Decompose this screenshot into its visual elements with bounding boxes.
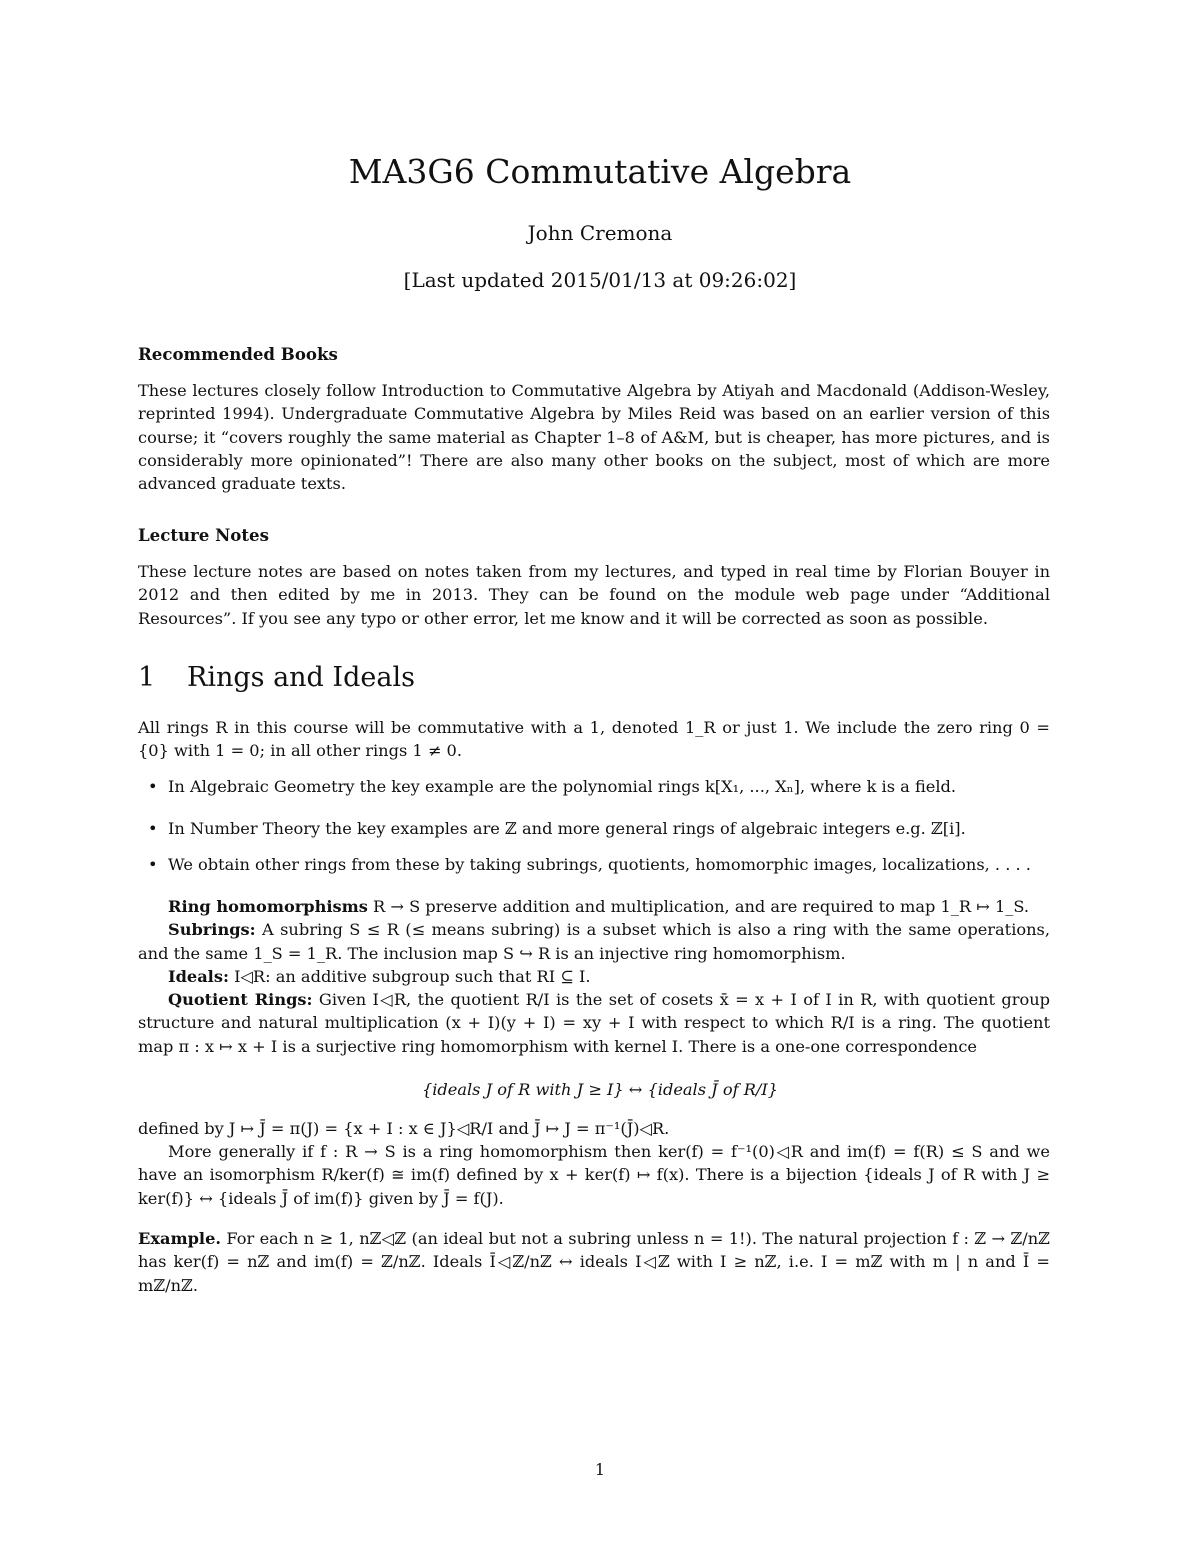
ideals-paragraph bbox=[138, 965, 1050, 988]
lecture-notes-heading: Lecture Notes bbox=[138, 525, 269, 545]
list-item: • We obtain other rings from these by taking subrings, quotients, homomorphic images, localizations, . . . . bbox=[168, 855, 1048, 874]
lecture-notes-text: These lecture notes are based on notes taken from my lectures, and typed in real time by Florian Bouyer in 2012 and then edited by me in 2013. They can be found on the module web page under “Additional Resources”. If you see any typo or other error, let me know and it will be corrected as soon as possible. bbox=[138, 562, 1050, 628]
ideals-label: Ideals: bbox=[168, 966, 229, 986]
section-title: Rings and Ideals bbox=[187, 662, 415, 693]
quotient-label: Quotient Rings: bbox=[168, 990, 313, 1010]
page-number: 1 bbox=[594, 1460, 606, 1479]
ring-hom-label: Ring homomorphisms bbox=[168, 897, 368, 916]
example-text: For each n ≥ 1, nℤ◁ℤ (an ideal but not a subring unless n = 1!). The natural projection f : ℤ → ℤ/nℤ has ker(f) = nℤ and im(f) = ℤ/nℤ. Ideals Ī◁ℤ/nℤ ↔ ideals I◁ℤ with I ≥ nℤ, i.e. I = mℤ with m | n and Ī = mℤ/nℤ. bbox=[138, 1229, 1050, 1295]
quotient-paragraph bbox=[138, 988, 1050, 1058]
last-updated: [Last updated 2015/01/13 at 09:26:02] bbox=[403, 268, 797, 292]
more-generally-text: More generally if f : R → S is a ring homomorphism then ker(f) = f⁻¹(0)◁R and im(f) = f(R) ≤ S and we have an isomorphism R/ker(f) ≅ im(f) defined by x + ker(f) ↦ f(x). There is a bijection {ideals J of R with J ≥ ker(f)} ↔ {ideals J̄ of im(f)} given by J̄ = f(J). bbox=[138, 1142, 1050, 1208]
ring-hom-paragraph bbox=[138, 895, 1050, 918]
document-title: MA3G6 Commutative Algebra bbox=[348, 152, 852, 191]
defined-by-text: defined by J ↦ J̄ = π(J) = {x + I : x ∈ J}◁R/I and J̄ ↦ J = π⁻¹(J̄)◁R. bbox=[138, 1119, 670, 1138]
section-intro: All rings R in this course will be commutative with a 1, denoted 1_R or just 1. We include the zero ring 0 = {0} with 1 = 0; in all other rings 1 ≠ 0. bbox=[138, 718, 1050, 761]
subrings-label: Subrings: bbox=[168, 920, 256, 940]
recommended-books-text: These lectures closely follow Introduction to Commutative Algebra by Atiyah and Macdonald (Addison-Wesley, reprinted 1994). Undergraduate Commutative Algebra by Miles Reid was based on an earlier version of this course; it “covers roughly the same material as Chapter 1–8 of A&M, but is cheaper, has more pictures, and is considerably more opinionated”! There are also many other books on the subject, most of which are more advanced graduate texts. bbox=[138, 381, 1050, 494]
author-name: John Cremona bbox=[527, 221, 673, 245]
list-item: • In Number Theory the key examples are ℤ and more general rings of algebraic integers e.g. ℤ[i]. bbox=[168, 819, 1048, 838]
recommended-books-heading: Recommended Books bbox=[138, 344, 338, 364]
subrings-paragraph bbox=[138, 918, 1050, 965]
more-generally-paragraph bbox=[138, 1140, 1050, 1210]
ideals-text: I◁R: an additive subgroup such that RI ⊆ I. bbox=[234, 966, 591, 986]
subrings-text: A subring S ≤ R (≤ means subring) is a subset which is also a ring with the same operations, and the same 1_S = 1_R. The inclusion map S ↪ R is an injective ring homomorphism. bbox=[138, 920, 1050, 963]
list-item: • In Algebraic Geometry the key example are the polynomial rings k[X₁, ..., Xₙ], where k is a field. bbox=[168, 777, 1048, 796]
section-number: 1 bbox=[138, 662, 156, 693]
display-correspondence: {ideals J of R with J ≥ I} ↔ {ideals J̄ of R/I} bbox=[421, 1080, 779, 1099]
section-heading bbox=[138, 662, 415, 693]
example-paragraph bbox=[138, 1227, 1050, 1297]
example-label: Example. bbox=[138, 1229, 222, 1248]
ring-hom-text: R → S preserve addition and multiplication, and are required to map 1_R ↦ 1_S. bbox=[373, 897, 1030, 916]
quotient-text: Given I◁R, the quotient R/I is the set of cosets x̄ = x + I of I in R, with quotient group structure and natural multiplication (x + I)(y + I) = xy + I with respect to which R/I is a ring. The quotient map π : x ↦ x + I is a surjective ring homomorphism with kernel I. There is a one-one correspondence bbox=[138, 990, 1050, 1056]
definitions-block bbox=[138, 895, 1050, 1058]
